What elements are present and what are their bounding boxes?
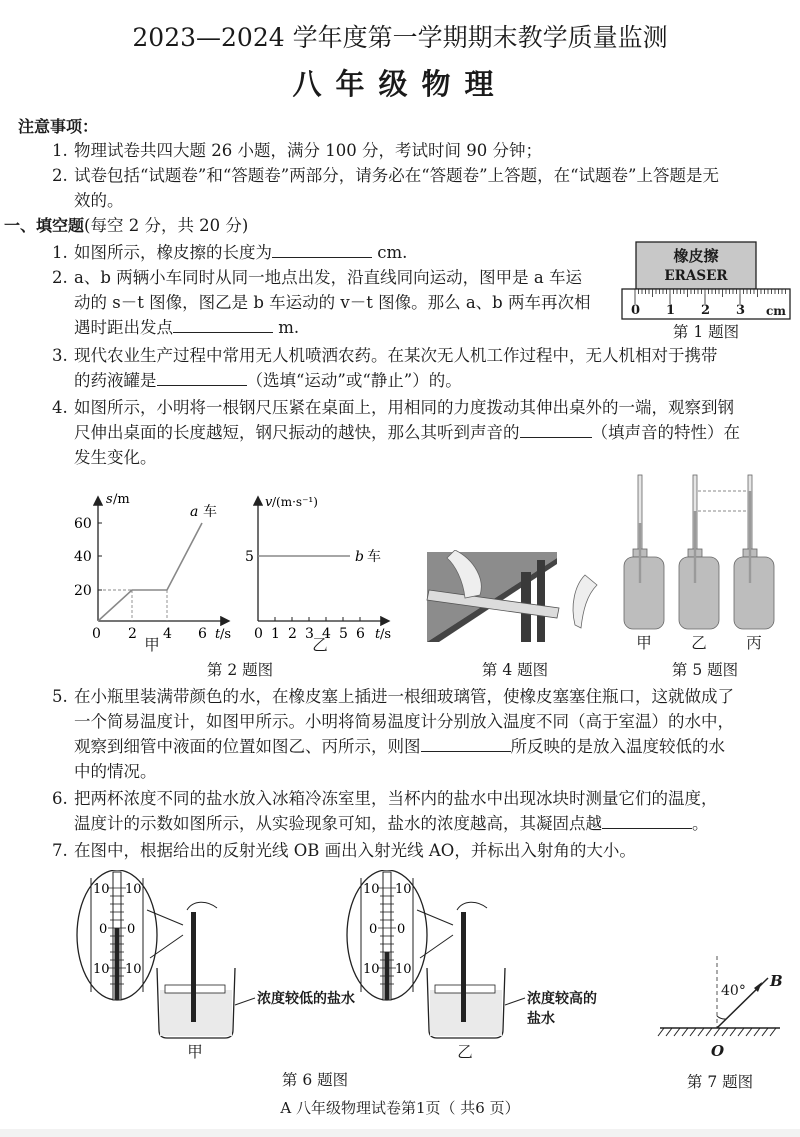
notes-heading: 注意事项：: [18, 117, 99, 136]
figure-1: [620, 240, 792, 340]
question-text: 尺伸出桌面的长度越短，钢尺振动的越快，那么其听到声音的: [74, 423, 520, 442]
svg-text:t: t: [375, 627, 381, 642]
question-4: [52, 395, 734, 420]
svg-text:6: 6: [356, 626, 365, 642]
question-unit: cm.: [372, 243, 408, 262]
question-number: 1.: [52, 243, 68, 262]
point-o-label: O: [711, 1042, 725, 1060]
svg-text:1: 1: [271, 626, 280, 642]
question-5-line3: [74, 734, 725, 759]
figure-caption: 第 7 题图: [686, 1073, 754, 1091]
figure-caption: 第 1 题图: [672, 323, 740, 341]
question-text: 把两杯浓度不同的盐水放入冰箱冷冻室里，当杯内的盐水中出现冰块时测量它们的温度，: [74, 789, 718, 808]
note-text: 试卷包括“试题卷”和“答题卷”两部分，请务必在“答题卷”上答题，在“试题卷”上答题是无: [74, 166, 719, 185]
question-text: 如图所示，小明将一根钢尺压紧在桌面上，用相同的力度拨动其伸出桌外的一端，观察到钢: [74, 398, 734, 417]
angle-label: 40°: [721, 983, 746, 999]
figure-caption: 第 5 题图: [671, 661, 739, 679]
exam-title: 2023—2024 学年度第一学期期末教学质量监测: [132, 23, 668, 52]
question-text: （填声音的特性）在: [591, 423, 740, 442]
brine-high-label: 浓度较高的盐水: [527, 991, 597, 1027]
question-text: 温度计的示数如图所示，从实验现象可知，盐水的浓度越高，其凝固点越: [74, 814, 602, 833]
ruler-tick-2: 2: [701, 303, 711, 318]
question-5: [52, 684, 734, 709]
svg-text:10: 10: [363, 882, 380, 897]
section-title: 一、填空题: [4, 216, 85, 235]
answer-blank-1[interactable]: [272, 243, 372, 258]
svg-text:0: 0: [254, 626, 263, 642]
svg-text:4: 4: [163, 626, 172, 642]
note-num: 1.: [52, 141, 68, 160]
svg-text:t: t: [215, 627, 221, 642]
note-item-2: [52, 163, 719, 188]
question-text: 所反映的是放入温度较低的水: [510, 737, 725, 756]
svg-text:0: 0: [127, 922, 136, 937]
question-text: 现代农业生产过程中常用无人机喷洒农药。在某次无人机工作过程中，无人机相对于携带: [74, 346, 718, 365]
bottle-label-bing: 丙: [746, 634, 762, 652]
chart-label-yi: 乙: [312, 636, 328, 654]
question-5-line4: 中的情况。: [74, 762, 157, 781]
section-heading: [4, 213, 248, 238]
ruler-tick-0: 0: [631, 303, 641, 318]
question-4-line3: 发生变化。: [74, 448, 157, 467]
svg-text:/m: /m: [113, 492, 130, 507]
answer-blank-3[interactable]: [157, 371, 247, 386]
question-6: [52, 786, 718, 811]
question-number: 6.: [52, 789, 68, 808]
svg-text:/s: /s: [220, 627, 232, 642]
question-5-line2: 一个简易温度计，如图甲所示。小明将简易温度计分别放入温度不同（高于室温）的水中，: [74, 712, 734, 731]
note-text: 物理试卷共四大题 26 小题，满分 100 分，考试时间 90 分钟；: [74, 141, 542, 160]
svg-text:10: 10: [363, 962, 380, 977]
question-text: 在小瓶里装满带颜色的水，在橡皮塞上插进一根细玻璃管，使橡皮塞塞住瓶口，这就做成了: [74, 687, 734, 706]
section-points: (每空 2 分，共 20 分): [84, 216, 249, 235]
answer-blank-5[interactable]: [421, 737, 511, 752]
question-2-line3: [74, 315, 299, 340]
note-item-2-cont: 效的。: [74, 191, 124, 210]
svg-text:10: 10: [125, 962, 142, 977]
figure-caption: 第 4 题图: [481, 661, 549, 679]
svg-text:0: 0: [369, 922, 378, 937]
series-label-a: a: [190, 504, 199, 520]
svg-text:10: 10: [395, 962, 412, 977]
svg-text:2: 2: [128, 626, 137, 642]
question-6-line2: [74, 811, 709, 836]
beaker-label-yi: 乙: [457, 1043, 473, 1061]
question-4-line2: [74, 420, 740, 445]
ruler-tick-3: 3: [736, 303, 746, 318]
figure-caption: 第 2 题图: [206, 661, 274, 679]
svg-text:b: b: [355, 549, 364, 565]
question-number: 7.: [52, 841, 68, 860]
exam-subject: 八年级物理: [292, 67, 508, 101]
svg-text:40: 40: [74, 549, 92, 565]
svg-text:60: 60: [74, 516, 92, 532]
question-number: 2.: [52, 268, 68, 287]
svg-text:3: 3: [305, 626, 314, 642]
ruler-tick-1: 1: [666, 303, 676, 318]
svg-text:0: 0: [99, 922, 108, 937]
svg-text:10: 10: [125, 882, 142, 897]
bottle-label-jia: 甲: [636, 634, 652, 652]
bottle-label-yi: 乙: [691, 634, 707, 652]
question-3-line2: [74, 368, 462, 393]
question-7: [52, 838, 636, 863]
question-number: 3.: [52, 346, 68, 365]
svg-text:10: 10: [395, 882, 412, 897]
figure-6: [75, 870, 605, 1095]
figure-2: [60, 478, 410, 678]
question-3: [52, 343, 718, 368]
question-text: 。: [692, 814, 709, 833]
figure-caption: 第 6 题图: [281, 1071, 349, 1089]
brine-low-label: 浓度较低的盐水: [257, 991, 355, 1007]
question-1: [52, 240, 407, 265]
bottle-thermometers: [620, 473, 790, 633]
answer-blank-6[interactable]: [602, 814, 692, 829]
question-text: 遇时距出发点: [74, 318, 173, 337]
point-b-label: B: [770, 972, 783, 990]
svg-text:6: 6: [198, 626, 207, 642]
question-2: [52, 265, 582, 290]
figure-7: [650, 950, 800, 1095]
question-text: 的药液罐是: [74, 371, 157, 390]
brine-thermometer-diagram: [75, 870, 605, 1060]
eraser-label-cn: 橡皮擦: [673, 247, 719, 265]
chart-label-jia: 甲: [144, 636, 160, 654]
ruler-desk-diagram: [425, 550, 605, 645]
question-number: 4.: [52, 398, 68, 417]
reflection-diagram: [650, 950, 800, 1050]
svg-text:/s: /s: [380, 627, 392, 642]
figure-5: [620, 473, 790, 683]
svg-text:车: 车: [367, 549, 381, 565]
svg-text:20: 20: [74, 583, 92, 599]
question-text: 如图所示，橡皮擦的长度为: [74, 243, 272, 262]
question-text: （选填“运动”或“静止”）的。: [246, 371, 462, 390]
svg-text:车: 车: [203, 504, 217, 520]
answer-blank-2[interactable]: [173, 318, 273, 333]
svg-text:0: 0: [397, 922, 406, 937]
question-text: 在图中，根据给出的反射光线 OB 画出入射光线 AO，并标出入射角的大小。: [74, 841, 636, 860]
page-footer: A 八年级物理试卷第1页（ 共6 页）: [280, 1099, 520, 1117]
svg-text:/(m·s⁻¹): /(m·s⁻¹): [272, 495, 318, 509]
svg-text:10: 10: [93, 882, 110, 897]
ruler-unit: cm: [766, 304, 787, 318]
svg-text:v: v: [265, 495, 273, 510]
answer-blank-4[interactable]: [520, 423, 592, 438]
figure-4: [425, 550, 605, 680]
question-number: 5.: [52, 687, 68, 706]
svg-text:10: 10: [93, 962, 110, 977]
svg-text:4: 4: [322, 626, 331, 642]
eraser-label-en: ERASER: [664, 268, 728, 284]
bottom-edge: [0, 1129, 800, 1137]
question-text: 观察到细管中液面的位置如图乙、丙所示，则图: [74, 737, 421, 756]
question-unit: m.: [273, 318, 300, 337]
question-text: a、b 两辆小车同时从同一地点出发，沿直线同向运动，图甲是 a 车运: [74, 268, 582, 287]
chart-s-t-and-v-t: [60, 478, 410, 648]
svg-text:5: 5: [245, 549, 254, 565]
svg-text:5: 5: [339, 626, 348, 642]
beaker-label-jia: 甲: [187, 1043, 203, 1061]
note-num: 2.: [52, 166, 68, 185]
svg-text:0: 0: [92, 626, 101, 642]
question-2-line2: 动的 s－t 图像，图乙是 b 车运动的 v－t 图像。那么 a、b 两车再次相: [74, 293, 591, 312]
note-item-1: [52, 138, 542, 163]
svg-text:2: 2: [288, 626, 297, 642]
svg-text:s: s: [106, 492, 113, 507]
